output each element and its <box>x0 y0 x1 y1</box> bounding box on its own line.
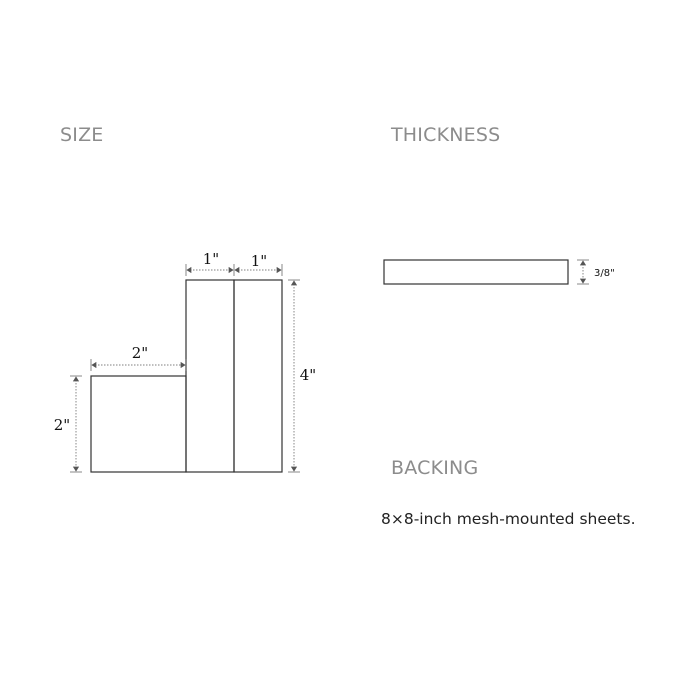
dim-label-top-right: 1" <box>250 252 268 270</box>
dim-label-height-4in: 4" <box>299 366 317 384</box>
tile-rect-1x4-right <box>234 280 282 472</box>
dimension-lines <box>70 264 300 472</box>
dim-height-2in <box>70 376 82 472</box>
dim-height-4in <box>288 280 300 472</box>
thickness-drawing <box>384 260 615 284</box>
backing-heading: BACKING <box>391 457 479 479</box>
size-heading: SIZE <box>60 124 104 146</box>
tile-square-2x2 <box>91 376 186 472</box>
tile-outlines <box>91 280 282 472</box>
dim-label-width-2in: 2" <box>131 344 149 362</box>
dimension-labels <box>54 250 316 434</box>
dim-label-thickness: 3/8" <box>594 268 615 279</box>
tile-side-profile <box>384 260 568 284</box>
backing-description: 8×8-inch mesh-mounted sheets. <box>381 510 636 528</box>
tile-rect-1x4-left <box>186 280 234 472</box>
dim-thickness <box>577 260 589 284</box>
dim-label-height-2in: 2" <box>53 416 71 434</box>
dim-label-top-left: 1" <box>202 250 220 268</box>
thickness-heading: THICKNESS <box>391 124 501 146</box>
